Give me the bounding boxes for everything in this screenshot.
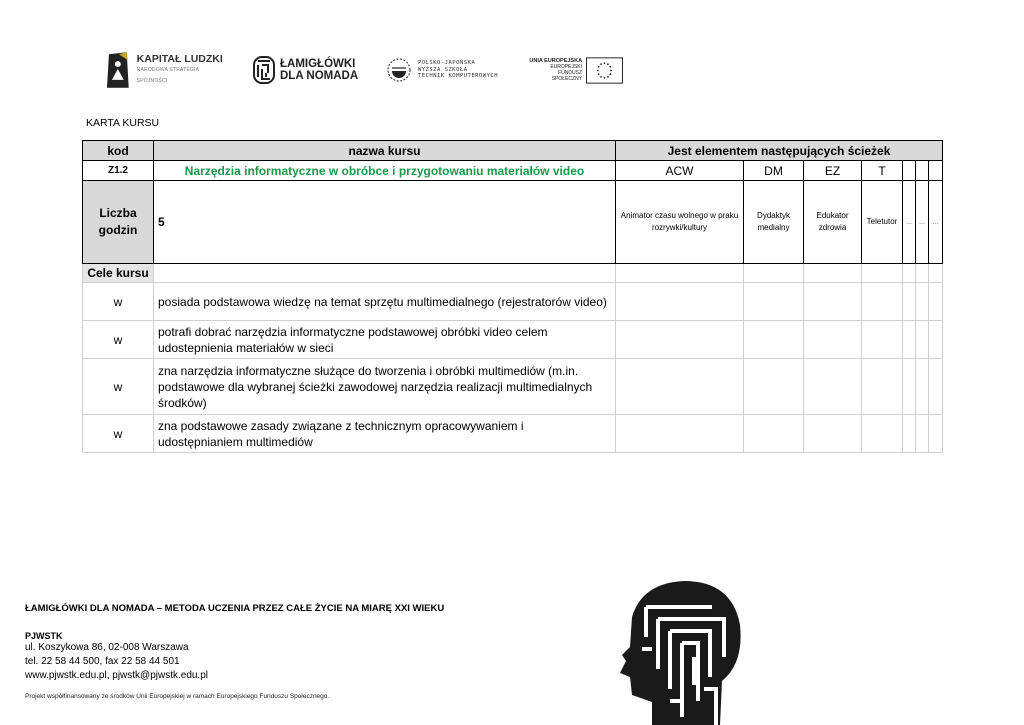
pjwstk-icon xyxy=(386,57,412,83)
path-name: ... xyxy=(903,181,916,264)
path-code-acw: ACW xyxy=(616,161,744,181)
goal-type: w xyxy=(83,283,154,321)
kapital-title: KAPITAŁ LUDZKI xyxy=(136,52,223,65)
goal-type: w xyxy=(83,415,154,453)
path-code-ez: EZ xyxy=(804,161,862,181)
goal-type: w xyxy=(83,359,154,415)
lamiglowki-line1: ŁAMIGŁÓWKI xyxy=(280,58,356,70)
goals-header: Cele kursu xyxy=(83,264,154,283)
kapital-ludzki-icon xyxy=(105,50,131,90)
path-name: Dydaktyk medialny xyxy=(744,181,804,264)
path-name: ... xyxy=(916,181,929,264)
lamiglowki-logo xyxy=(252,48,367,92)
footer-web: www.pjwstk.edu.pl, pjwstk@pjwstk.edu.pl xyxy=(25,670,208,681)
footer-address: ul. Koszykowa 86, 02-008 Warszawa xyxy=(25,642,189,653)
goal-type: w xyxy=(83,321,154,359)
path-code-empty xyxy=(916,161,929,181)
eu-flag-icon xyxy=(586,57,623,84)
path-name: Edukator zdrowia xyxy=(804,181,862,264)
pjwstk-line1: POLSKO-JAPOŃSKA xyxy=(418,60,476,67)
footer-org: PJWSTK xyxy=(25,631,63,641)
kapital-subtitle: NARODOWA STRATEGIA SPÓJNOŚCI xyxy=(136,66,199,84)
path-code-t: T xyxy=(862,161,903,181)
hours-row xyxy=(83,181,943,264)
path-code-dm: DM xyxy=(744,161,804,181)
hours-value: 5 xyxy=(154,181,616,264)
course-card-table xyxy=(82,140,943,453)
ue-line1: UNIA EUROPEJSKA xyxy=(529,58,583,64)
pjwstk-line2: WYŻSZA SZKOŁA xyxy=(418,66,468,73)
header-code: kod xyxy=(83,141,154,161)
ue-line3: FUNDUSZ SPOŁECZNY xyxy=(551,70,583,82)
pjwstk-line3: TECHNIK KOMPUTEROWYCH xyxy=(418,73,499,80)
path-name: ... xyxy=(929,181,943,264)
path-name: Teletutor xyxy=(862,181,903,264)
course-name: Narzędzia informatyczne w obróbce i przygotowaniu materiałów video xyxy=(154,161,616,181)
footer-title: ŁAMIGŁÓWKI DLA NOMADA – METODA UCZENIA PRZEZ CAŁE ŻYCIE NA MIARĘ XXI WIEKU xyxy=(25,603,445,614)
path-code-empty xyxy=(929,161,943,181)
goal-text: zna narzędzia informatyczne służące do tworzenia i obróbki multimediów (m.in. podstawowe dla wybranej ścieżki zawodowej narzędzia realizacji multimedialnych środków) xyxy=(154,359,616,415)
goal-row xyxy=(83,359,943,415)
ue-line2: EUROPEJSKI xyxy=(550,64,583,70)
course-code: Z1.2 xyxy=(83,161,154,181)
goal-row xyxy=(83,321,943,359)
logo-bar xyxy=(100,48,640,92)
goal-text: posiada podstawowa wiedzę na temat sprzętu multimedialnego (rejestratorów video) xyxy=(154,283,616,321)
kapital-ludzki-logo xyxy=(105,48,230,92)
eu-logo xyxy=(528,48,623,92)
goals-header-row xyxy=(83,264,943,283)
hours-label: Liczba godzin xyxy=(83,181,154,264)
header-row xyxy=(83,141,943,161)
pjwstk-logo xyxy=(386,48,516,92)
maze-head-icon xyxy=(612,577,742,725)
lamiglowki-maze-icon xyxy=(252,55,276,85)
footer xyxy=(25,603,585,700)
header-paths: Jest elementem następujących ścieżek xyxy=(616,141,943,161)
course-row xyxy=(83,161,943,181)
goal-text: potrafi dobrać narzędzia informatyczne podstawowej obróbki video celem udostepnienia materiałów w sieci xyxy=(154,321,616,359)
goal-row xyxy=(83,415,943,453)
footer-phone: tel. 22 58 44 500, fax 22 58 44 501 xyxy=(25,656,180,667)
document-label: KARTA KURSU xyxy=(86,117,160,129)
goal-text: zna podstawowe zasady związane z technicznym opracowywaniem i udostępnianiem multimediów xyxy=(154,415,616,453)
footer-note: Projekt współfinansowany ze środków Unii Europejskiej w ramach Europejskiego Funduszu Społecznego. xyxy=(25,693,330,700)
path-code-empty xyxy=(903,161,916,181)
lamiglowki-line2: DLA NOMADA xyxy=(280,70,359,82)
goal-row xyxy=(83,283,943,321)
path-name: Animator czasu wolnego w praku rozrywki/kultury xyxy=(616,181,744,264)
header-name: nazwa kursu xyxy=(154,141,616,161)
